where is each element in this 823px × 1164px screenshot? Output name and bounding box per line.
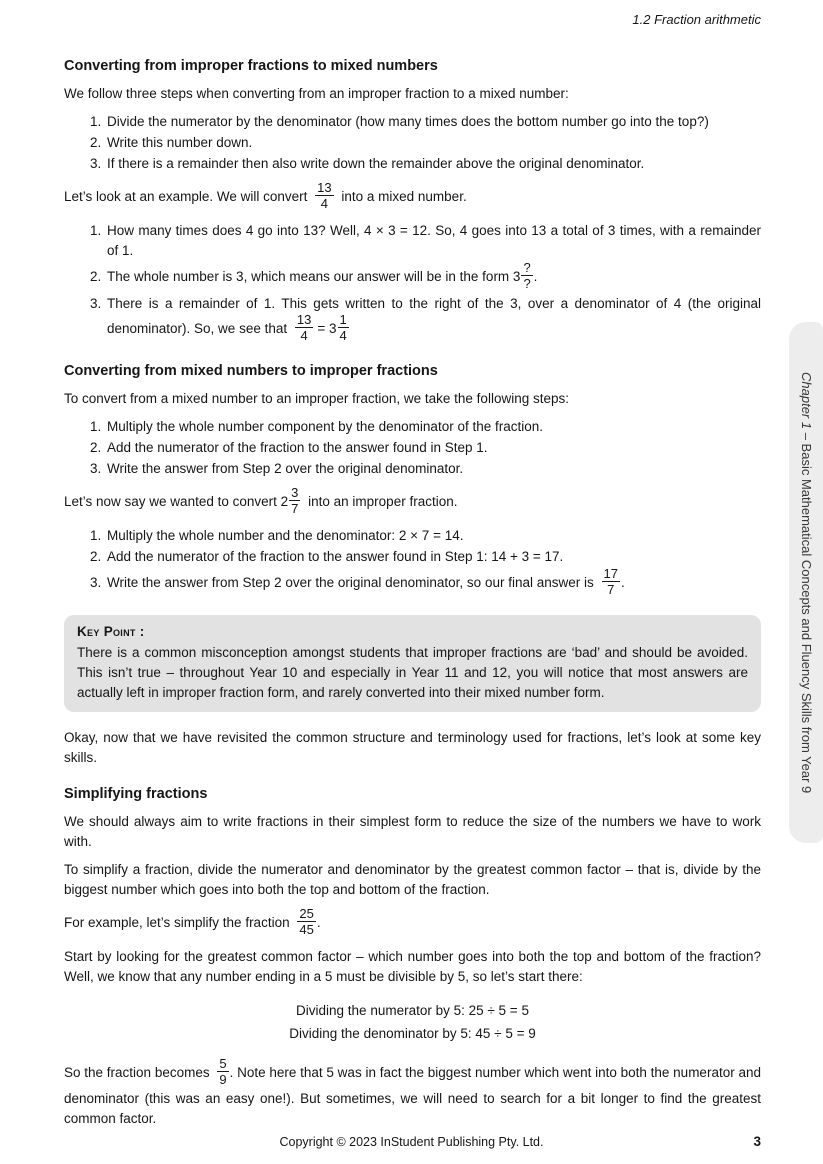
chapter-number: Chapter 1 [799, 371, 814, 429]
step-text: There is a remainder of 1. This gets written to the right of the 3, over a denominator of 4 (the original denominator). So, we see that [107, 296, 761, 337]
paragraph-result [64, 1058, 761, 1129]
fraction-numerator: 13 [296, 312, 312, 327]
fraction-3-7 [289, 485, 300, 516]
chapter-tab-text [789, 322, 823, 843]
steps-list-improper-to-mixed [64, 112, 761, 174]
fraction-25-45 [297, 906, 315, 937]
result-text: . Note here that 5 was in fact the biggest number which went into both the numerator and denominator (this was an easy one!). But sometimes, we will need to search for a bit longer to find the greatest common factor. [64, 1065, 761, 1126]
example-steps-improper-to-mixed [64, 221, 761, 345]
heading-improper-to-mixed: Converting from improper fractions to mixed numbers [64, 58, 438, 74]
fraction-17-7 [602, 566, 620, 597]
list-item: 2. Add the numerator of the fraction to the answer found in Step 1: 14 + 3 = 17. [105, 547, 761, 567]
list-item [105, 568, 761, 599]
fraction-unknown [521, 260, 532, 291]
list-item: 1. Multiply the whole number component by the denominator of the fraction. [105, 417, 761, 437]
page-content [64, 40, 761, 1137]
list-item: 1. How many times does 4 go into 13? Well, 4 × 3 = 12. So, 4 goes into 13 a total of 3 times, with a remainder of 1. [105, 221, 761, 261]
fraction-13-4 [315, 180, 333, 211]
transition-paragraph: Okay, now that we have revisited the common structure and terminology used for fractions, let’s look at some key skills. [64, 730, 761, 765]
paragraph-start-looking: Start by looking for the greatest common factor – which number goes into both the top and bottom of the fraction? Well, we know that any number ending in a 5 must be divisible by 5, so let’s start there: [64, 949, 761, 984]
fraction-13-4 [295, 312, 313, 343]
copyright-notice: Copyright © 2023 InStudent Publishing Pty. Ltd. [279, 1135, 544, 1149]
example-text: Let’s look at an example. We will convert [64, 189, 308, 205]
step-text: . [620, 575, 625, 591]
fraction-1-4 [338, 312, 349, 343]
heading-mixed-to-improper: Converting from mixed numbers to improper fractions [64, 363, 438, 379]
list-item: 3. Write the answer from Step 2 over the original denominator. [105, 459, 761, 479]
list-item [105, 294, 761, 345]
list-item: 3. If there is a remainder then also write down the remainder above the original denominator. [105, 154, 761, 174]
example-text: Let’s now say we wanted to convert 2 [64, 494, 289, 510]
example-simplify-25-45 [64, 908, 761, 939]
page-number: 3 [753, 1134, 761, 1149]
example-convert-2-3-7 [64, 487, 761, 518]
example-text: into an improper fraction. [308, 494, 458, 510]
fraction-numerator: ? [523, 260, 531, 275]
list-item: 2. Add the numerator of the fraction to the answer found in Step 1. [105, 438, 761, 458]
heading-simplifying-fractions: Simplifying fractions [64, 786, 208, 802]
example-text: into a mixed number. [341, 189, 467, 205]
key-point-label: Key Point : [77, 624, 145, 639]
fraction-denominator: 4 [339, 328, 347, 343]
equation-denominator-division: Dividing the denominator by 5: 45 ÷ 5 = 9 [289, 1026, 536, 1041]
fraction-numerator: 1 [339, 312, 347, 327]
example-text: . [316, 915, 321, 931]
chapter-title: – Basic Mathematical Concepts and Fluency Skills from Year 9 [799, 428, 814, 794]
step-text: Write the answer from Step 2 over the original denominator, so our final answer is [107, 575, 594, 591]
list-item: 2. Write this number down. [105, 133, 761, 153]
key-point-text: There is a common misconception amongst students that improper fractions are ‘bad’ and should be avoided. This isn’t true – throughout Year 10 and especially in Year 11 and 12, you will notice that most answers are actually left in improper fraction form, and rarely converted into their mixed number form. [77, 645, 748, 700]
division-equations [64, 1001, 761, 1044]
list-item: 1. Multiply the whole number and the denominator: 2 × 7 = 14. [105, 526, 761, 546]
key-point-callout [64, 615, 761, 712]
example-text: For example, let’s simplify the fraction [64, 915, 290, 931]
fraction-numerator: 5 [219, 1056, 227, 1071]
chapter-sidebar-tab [789, 322, 823, 843]
result-text: So the fraction becomes [64, 1065, 210, 1081]
page-footer [0, 1132, 823, 1152]
paragraph-simplest-form: We should always aim to write fractions in their simplest form to reduce the size of the numbers we have to work with. [64, 814, 761, 849]
intro-mixed-to-improper: To convert from a mixed number to an improper fraction, we take the following steps: [64, 391, 569, 406]
example-steps-mixed-to-improper [64, 526, 761, 599]
fraction-denominator: 45 [299, 922, 314, 937]
list-item: 1. Divide the numerator by the denominator (how many times does the bottom number go into the top?) [105, 112, 761, 132]
fraction-numerator: 13 [317, 180, 332, 195]
fraction-denominator: 9 [219, 1072, 227, 1087]
paragraph-gcf: To simplify a fraction, divide the numerator and denominator by the greatest common factor – that is, divide by the biggest number which goes into both the top and bottom of the fraction. [64, 862, 761, 897]
fraction-denominator: 4 [295, 327, 313, 343]
running-header-title: 1.2 Fraction arithmetic [632, 12, 761, 27]
fraction-denominator: 7 [291, 501, 299, 516]
example-convert-13-4 [64, 182, 761, 213]
fraction-numerator: 25 [299, 906, 314, 921]
fraction-denominator: 7 [602, 581, 620, 597]
fraction-numerator: 3 [291, 485, 299, 500]
running-header [64, 10, 761, 30]
fraction-5-9 [217, 1056, 228, 1087]
steps-list-mixed-to-improper [64, 417, 761, 479]
intro-improper-to-mixed: We follow three steps when converting from an improper fraction to a mixed number: [64, 86, 569, 101]
list-item [105, 262, 761, 293]
equals-text: = 3 [317, 321, 337, 337]
equation-numerator-division: Dividing the numerator by 5: 25 ÷ 5 = 5 [296, 1003, 529, 1018]
fraction-numerator: 17 [603, 566, 618, 581]
fraction-denominator: ? [523, 276, 531, 291]
step-text: The whole number is 3, which means our answer will be in the form 3 [107, 269, 521, 285]
fraction-denominator: 4 [315, 195, 333, 211]
step-text: . [533, 269, 538, 285]
